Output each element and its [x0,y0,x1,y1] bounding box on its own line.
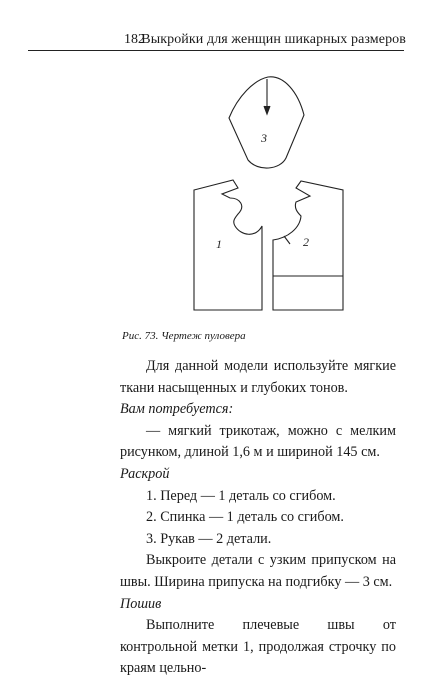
cutting-heading: Раскрой [120,465,170,482]
front-pattern-piece [194,180,262,310]
sewing-paragraph: Выполните плечевые швы от контрольной метки 1, продолжая строчку по краям цельно- [120,617,396,677]
seam-note: Выкроите детали с узким припуском на швы. Ширина припуска на подгибку — 3 см. [120,552,396,590]
materials-item: — мягкий трикотаж, можно с мелким рисунком, длиной 1,6 м и шириной 145 см. [120,422,396,461]
sewing-heading: Пошив [120,595,162,612]
cutting-item: 3. Рукав — 2 детали. [146,530,272,547]
page-number: 182 [124,32,145,47]
back-label: 2 [303,235,309,249]
cutting-item: 1. Перед — 1 деталь со сгибом. [146,487,336,504]
body-text [120,356,396,680]
front-label: 1 [216,237,222,251]
notch-mark [284,236,290,244]
sleeve-label: 3 [261,131,267,145]
materials-heading: Вам потребуется: [120,401,234,418]
intro-paragraph: Для данной модели используйте мягкие ткани насыщенных и глубоких тонов. [120,358,396,396]
running-title: Выкройки для женщин шикарных размеров [141,32,406,47]
figure-caption: Рис. 73. Чертеж пуловера [122,330,246,342]
cutting-item: 2. Спинка — 1 деталь со сгибом. [146,509,344,526]
